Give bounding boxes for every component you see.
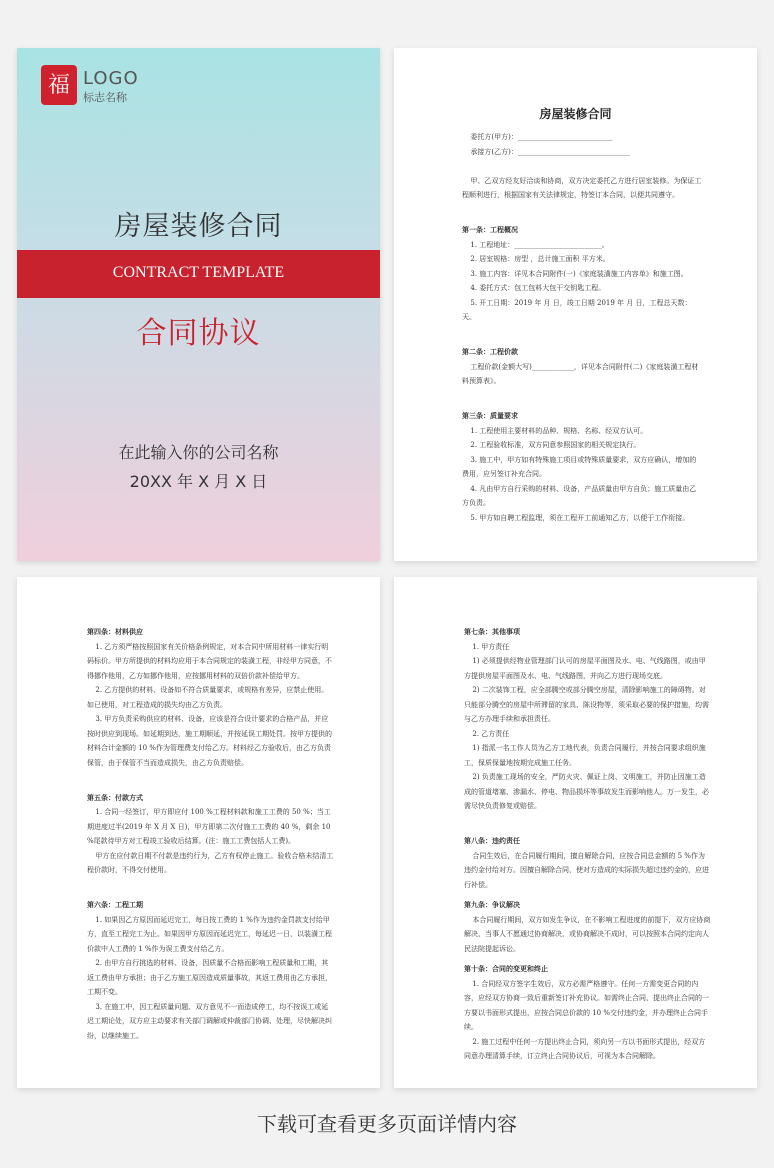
paragraph: 2. 施工过程中任何一方提出终止合同，须向另一方以书面形式提出，经双方同意办理清算手续，订立终止合同协议后，可视为本合同解除。: [464, 1037, 706, 1060]
paragraph: 1. 工程使用主要材料的品种、规格、名称、经双方认可。: [470, 426, 648, 435]
section-heading: 第四条：材料供应: [87, 627, 143, 636]
paragraph: 2) 二次装饰工程，应全部腾空或部分腾空房屋，清除影响施工的障碍物。对只能部分腾空的房屋中所滞留的家具、陈设物等，须采取必要的保护措施，均需与乙方办理手续和承担责任。: [464, 686, 709, 723]
paragraph: 1. 合同一经签订，甲方即应付 100 %工程材料款和施工工费的 50 %；当工期进度过半(2019 年 X 月 X 日)，甲方即第二次付施工工费的 40 %，剩余 10 %尾款待甲方对工程竣工验收后结算。(注：施工工费包括人工费)。: [87, 808, 331, 845]
cover-title: 房屋装修合同: [114, 211, 283, 242]
spacer: [462, 325, 703, 340]
company-name: 在此输入你的公司名称: [118, 443, 279, 462]
logo-subtitle: 标志名称: [83, 91, 127, 104]
section-heading: 第九条：争议解决: [464, 900, 520, 909]
paragraph: 甲方在应付款日期不付款是违约行为，乙方有权停止施工。验收合格未结清工程价款时，不得交付使用。: [87, 851, 334, 874]
contract-page-1: [394, 48, 757, 561]
paragraph: 5. 甲方如自聘工程监理，须在工程开工前通知乙方，以便于工作衔接。: [470, 513, 690, 522]
band-text: CONTRACT TEMPLATE: [112, 264, 285, 281]
paragraph: 1) 必须提供经物业管理部门认可的房屋平面图及水、电、气线路图，或由甲方提供房屋平面图及水、电、气线路图，并向乙方进行现场交底。: [464, 657, 706, 680]
section-heading: 第七条：其他事项: [464, 627, 520, 636]
logo-icon: 福: [41, 65, 77, 105]
paragraph: 2. 工程验收标准，双方同意参照国家的相关规定执行。: [470, 441, 641, 449]
page-1-body: [394, 130, 757, 525]
paragraph: 1. 乙方须严格按照国家有关价格条例规定，对本合同中所用材料一律实行明码标价。甲方所提供的材料均应用于本合同规定的装潢工程，非经甲方同意，不得挪作他用，乙方如挪作他用，应按挪用材料的双倍价款补偿给甲方。: [87, 642, 332, 680]
spacer: [87, 878, 334, 893]
logo-text: LOGO: [83, 68, 139, 89]
paragraph: 2. 乙方提供的材料、设备如不符合质量要求，或规格有差异，应禁止使用。如已使用，对工程造成的损失均由乙方负责。: [87, 686, 329, 709]
paragraph: 甲、乙双方经友好洽谈和协商，双方决定委托乙方进行居室装修。为保证工程顺利进行，根据国家有关法律规定，特签订本合同，以便共同遵守。: [462, 176, 702, 199]
spacer: [462, 159, 703, 174]
spacer: [462, 389, 703, 404]
paragraph: 3. 在施工中，因工程质量问题、双方意见不一而造成停工，均不按误工或延迟工期论处，双方应主动要求有关部门调解或仲裁部门协调、处理，尽快解决纠纷，以继续施工。: [87, 1002, 332, 1040]
section-heading: 第一条：工程概况: [462, 225, 518, 234]
paragraph: 委托方(甲方)：___________________________: [470, 133, 613, 141]
paragraph: 5. 开工日期：2019 年 月 日，竣工日期 2019 年 月 日，工程总天数：天。: [462, 298, 692, 321]
paragraph: 1) 指派一名工作人员为乙方工地代表，负责合同履行，并按合同要求组织施工，保质保量地按期完成施工任务。: [464, 744, 706, 767]
cover-date: 20XX 年 X 月 X 日: [129, 472, 268, 491]
spacer: [462, 203, 703, 218]
paragraph: 承接方(乙方)：________________________________: [470, 147, 630, 156]
paragraph: 2. 乙方责任: [472, 729, 510, 738]
paragraph: 1. 甲方责任: [472, 642, 510, 651]
paragraph: 3. 甲方负责采购供应的材料、设备，应该是符合设计要求的合格产品，并应按时供应到现场。如延期到达，施工期顺延，并按延误工期处罚。按甲方提供的材料合计金额的 10 %作为管理费支付给乙方。材料经乙方验收后，由乙方负责保管，由于保管不当而造成损失，由乙方负责赔偿。: [87, 715, 332, 767]
paragraph: 1. 工程地址：_________________________。: [470, 240, 609, 249]
section-heading: 第六条：工程工期: [87, 900, 143, 909]
title-band: [17, 250, 380, 298]
paragraph: 2. 由甲方自行挑选的材料、设备，因质量不合格而影响工程质量和工期，其返工费由甲方承担；由于乙方施工原因造成质量事故，其返工费用由乙方承担，工期不变。: [87, 959, 332, 996]
section-heading: 第五条：付款方式: [87, 792, 143, 802]
spacer: [87, 770, 334, 785]
section-heading: 第二条：工程价款: [462, 347, 518, 356]
section-heading: 第八条：违约责任: [464, 836, 520, 845]
paragraph: 3. 施工内容：详见本合同附件(一)《家庭装潢施工内容单》和施工图。: [470, 269, 688, 278]
paragraph: 2) 负责施工现场的安全，严防火灾、佩证上岗、文明施工，并防止因施工造成的管道堵塞、渗漏水、停电、物品损坏等事故发生而影响他人。万一发生，必需尽快负责修复或赔偿。: [464, 773, 709, 810]
page-2-body: [17, 619, 380, 1043]
paragraph: 4. 凡由甲方自行采购的材料、设备，产品质量由甲方自负；施工质量由乙方负责。: [462, 484, 697, 507]
section-heading: 第十条：合同的变更和终止: [464, 964, 548, 973]
paragraph: 1. 如果因乙方原因而延迟完工，每日按工费的 1 %作为违约金罚款支付给甲方，直至工程完工为止。如果因甲方原因而延迟完工，每延迟一日，以装潢工程价款中人工费的 1 %作为误工费支付给乙方。: [87, 915, 332, 953]
paragraph: 1. 合同经双方签字生效后，双方必需严格遵守。任何一方需变更合同的内容，应经双方协商一致后重新签订补充协议。如需终止合同，提出终止合同的一方要以书面形式提出，应按合同总价款的 10 %交付违约金，并办理终止合同手续。: [464, 979, 709, 1031]
spacer: [464, 814, 711, 829]
paragraph: 本合同履行期间，双方如发生争议，在不影响工程进度的前提下，双方应协商解决、当事人不愿通过协商解决，或协商解决不成时，可以按照本合同约定向人民法院提起诉讼。: [464, 915, 711, 953]
paragraph: 合同生效后，在合同履行期间，擅自解除合同，应按合同总金额的 5 %作为违约金付给对方。因擅自解除合同，使对方造成的实际损失超过违约金的，应进行补偿。: [464, 851, 709, 889]
paragraph: 2. 居室规格：房型 ，总计施工面积 平方米。: [470, 255, 610, 263]
download-hint: 下载可查看更多页面详情内容: [257, 1112, 517, 1136]
section-heading: 第三条：质量要求: [462, 411, 518, 420]
contract-page-2: [17, 577, 380, 1088]
paragraph: 4. 委托方式：包工包料大包干交钥匙工程。: [470, 284, 606, 292]
paragraph: 工程价款(金额大写)____________，详见本合同附件(二)《家庭装潢工程材料预算表》。: [462, 362, 699, 385]
cover-page: [17, 48, 380, 561]
page-3-body: [394, 619, 757, 1064]
contract-page-3: [394, 577, 757, 1088]
cover-subtitle: 合同协议: [136, 316, 261, 351]
contract-title: 房屋装修合同: [539, 107, 612, 121]
paragraph: 3. 施工中，甲方如有特殊施工项目或特殊质量要求，双方应确认，增加的费用，应另签订补充合同。: [462, 455, 697, 478]
